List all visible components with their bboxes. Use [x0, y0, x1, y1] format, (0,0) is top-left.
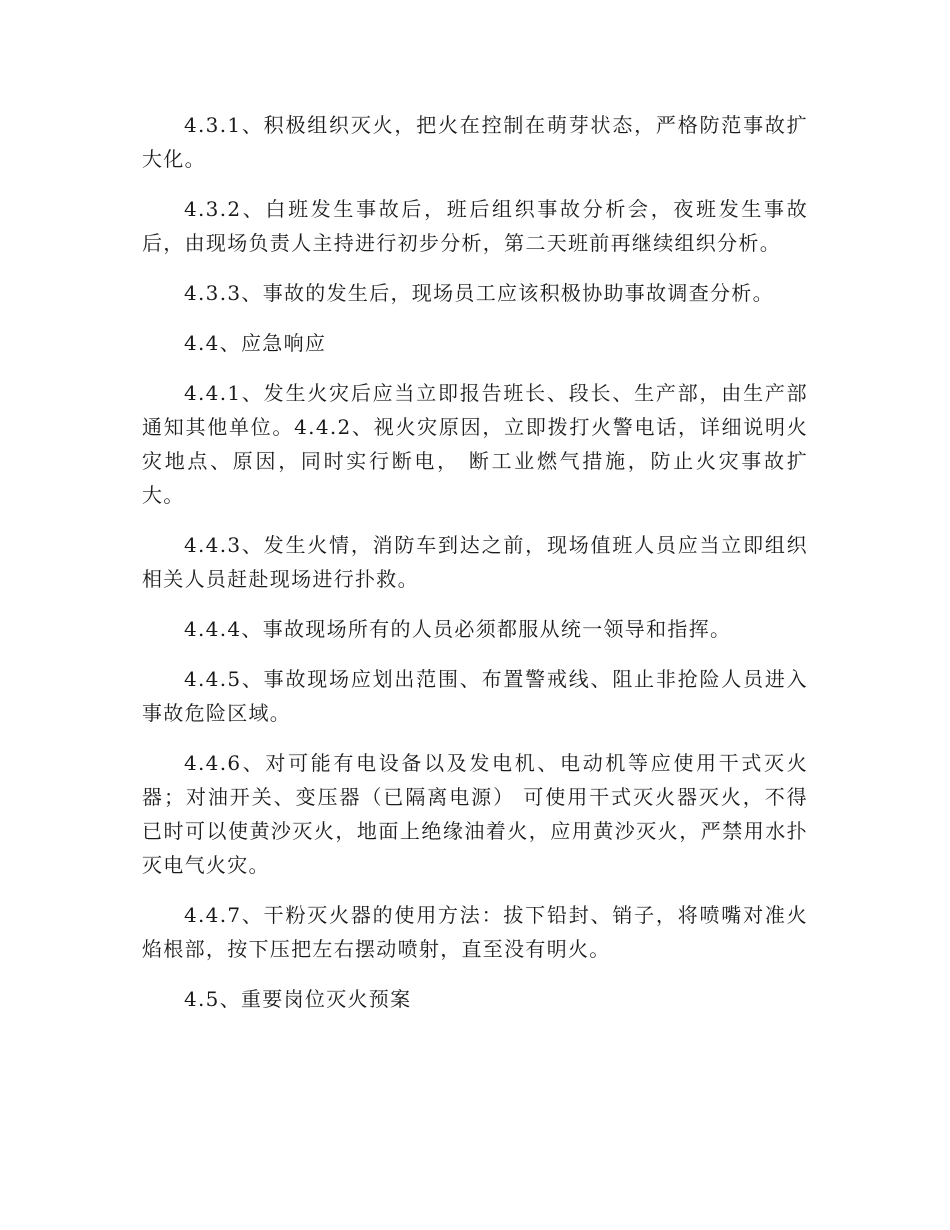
paragraph-4-4-4: 4.4.4、事故现场所有的人员必须都服从统一领导和指挥。 — [184, 617, 732, 641]
paragraph-4-3-1: 4.3.1、积极组织灭火，把火在控制在萌芽状态，严格防范事故扩大化。 — [142, 113, 808, 171]
document-body — [142, 108, 808, 1032]
paragraph-4-4-1: 4.4.1、发生火灾后应当立即报告班长、段长、生产部，由生产部通知其他单位。4.4.2、视火灾原因，立即拨打火警电话，详细说明火灾地点、原因，同时实行断电， 断工业燃气措施，防止火灾事故扩大。 — [142, 381, 808, 507]
paragraph-4-4-6: 4.4.6、对可能有电设备以及发电机、电动机等应使用干式灭火器；对油开关、变压器（已隔离电源） 可使用干式灭火器灭火，不得已时可以使黄沙灭火，地面上绝缘油着火，应用黄沙灭火，严禁用水扑灭电气火灾。 — [142, 751, 808, 877]
paragraph-4-4-3: 4.4.3、发生火情，消防车到达之前，现场值班人员应当立即组织相关人员赶赴现场进行扑救。 — [142, 533, 808, 591]
section-heading-4-5: 4.5、重要岗位灭火预案 — [184, 987, 412, 1011]
paragraph-4-4-5: 4.4.5、事故现场应划出范围、布置警戒线、阻止非抢险人员进入事故危险区域。 — [142, 667, 808, 725]
paragraph-4-4-7: 4.4.7、干粉灭火器的使用方法：拔下铅封、销子，将喷嘴对准火焰根部，按下压把左右摆动喷射，直至没有明火。 — [142, 903, 808, 961]
paragraph-4-3-2: 4.3.2、白班发生事故后，班后组织事故分析会，夜班发生事故后，由现场负责人主持进行初步分析，第二天班前再继续组织分析。 — [142, 197, 808, 255]
section-heading-4-4: 4.4、应急响应 — [184, 331, 327, 355]
paragraph-4-3-3: 4.3.3、事故的发生后，现场员工应该积极协助事故调查分析。 — [184, 281, 774, 305]
